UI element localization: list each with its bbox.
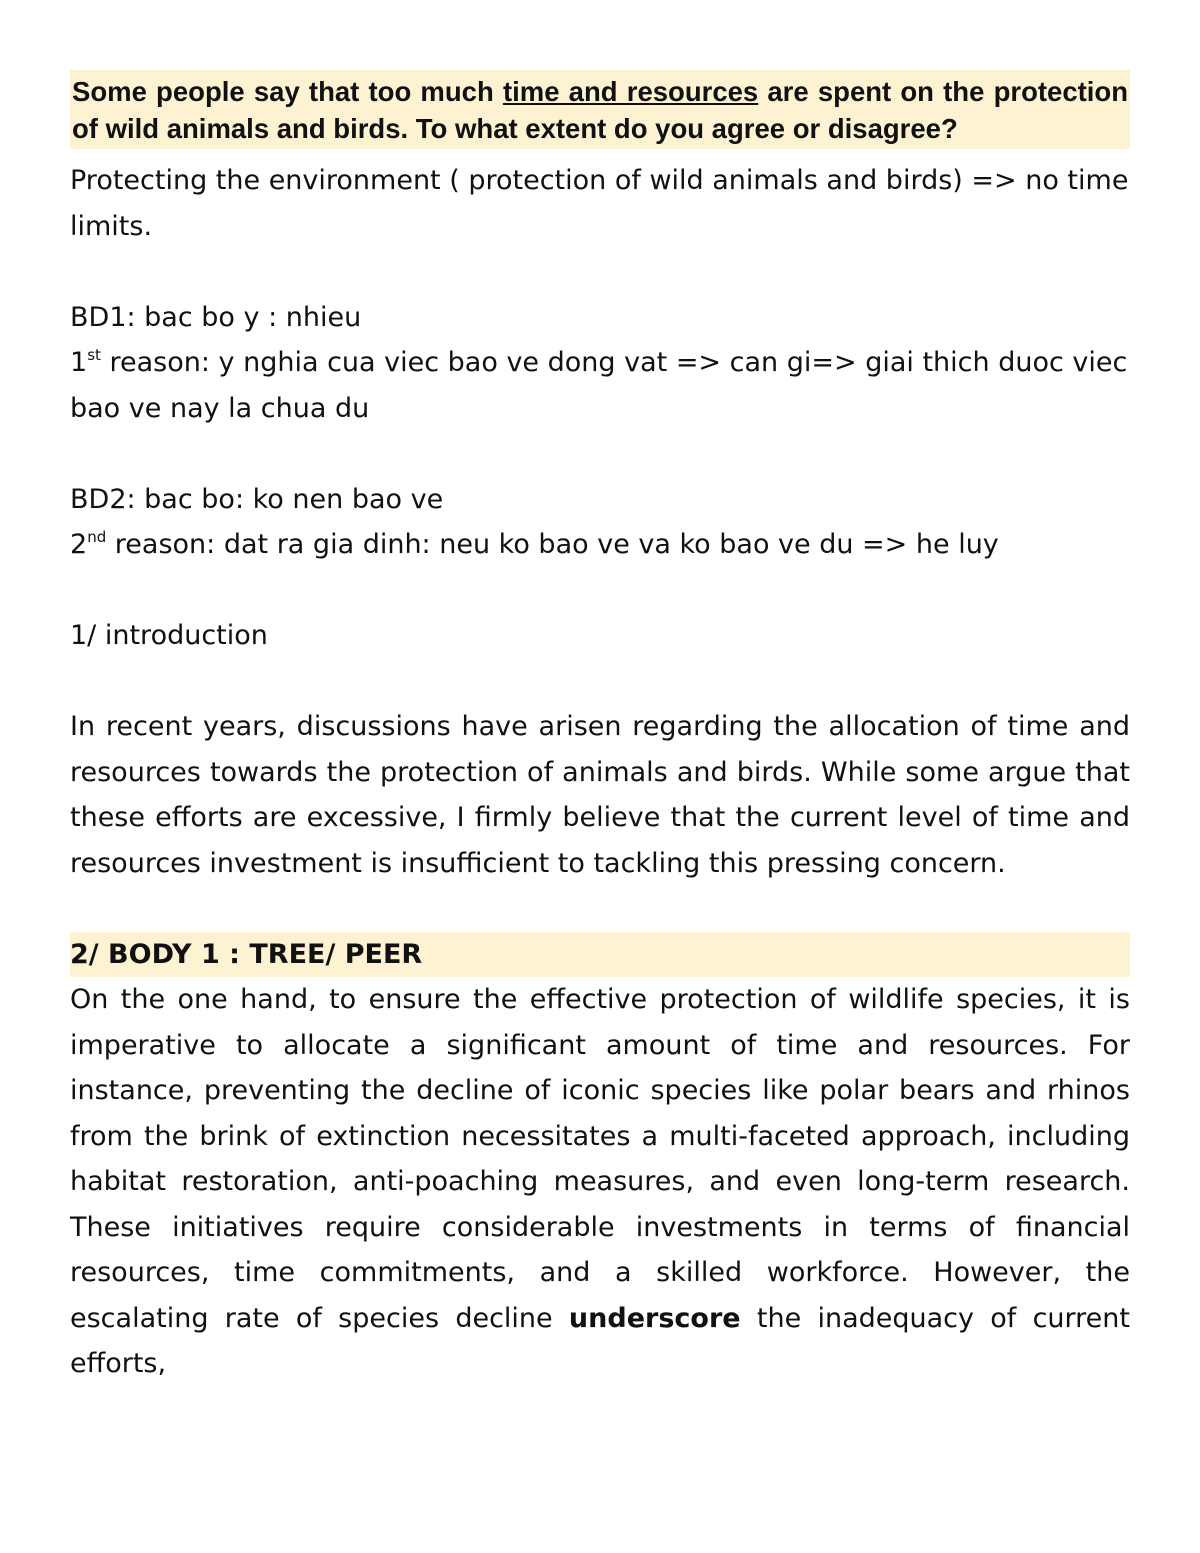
reason1-superscript: st [87, 346, 101, 364]
notes-bd1-label: BD1: bac bo y : nhieu [70, 301, 362, 333]
body1-heading: 2/ BODY 1 : TREE/ PEER [70, 932, 1130, 978]
document-page [70, 70, 1130, 1387]
body1-text-end: the inadequacy of current efforts, [70, 1302, 1130, 1379]
prompt-underlined-phrase: time and resources [502, 76, 759, 107]
notes-bd2-label: BD2: bac bo: ko nen bao ve [70, 483, 444, 515]
reason1-text: reason: y nghia cua viec bao ve dong vat => can gi=> giai thich duoc viec bao ve nay la chua du [70, 347, 1128, 424]
notes-thesis-line: Protecting the environment ( protection of wild animals and birds) => no time limits. [70, 165, 1129, 242]
introduction-heading: 1/ introduction [70, 620, 268, 651]
prompt-text-start: Some people say that too much [72, 76, 503, 107]
introduction-paragraph: In recent years, discussions have arisen regarding the allocation of time and resources towards the protection of animals and birds. While some argue that these efforts are excessive, I firmly believe that the current level of time and resources investment is insufficient to tackling this pressing concern. [70, 711, 1130, 879]
body1-bold-word: underscore [568, 1302, 741, 1334]
notes-reason1 [70, 340, 1130, 431]
reason2-superscript: nd [87, 528, 107, 546]
body1-paragraph [70, 977, 1130, 1387]
body1-text-start: On the one hand, to ensure the effective protection of wildlife species, it is imperative to allocate a significant amount of time and resources. For instance, preventing the decline of iconic species like polar bears and rhinos from the brink of extinction necessitates a multi-faceted approach, including habitat restoration, anti-poaching measures, and even long-term research. These initiatives require considerable investments in terms of financial resources, time commitments, and a skilled workforce. However, the escalating rate of species decline [70, 984, 1130, 1334]
reason2-text: reason: dat ra gia dinh: neu ko bao ve va ko bao ve du => he luy [106, 529, 999, 560]
essay-prompt [70, 70, 1130, 149]
reason1-number: 1 [70, 347, 88, 378]
reason2-number: 2 [70, 529, 88, 560]
prompt-text-end: are spent on the protection of wild animals and birds. To what extent do you agree or disagree? [72, 76, 1129, 144]
notes-reason2 [70, 522, 1130, 568]
